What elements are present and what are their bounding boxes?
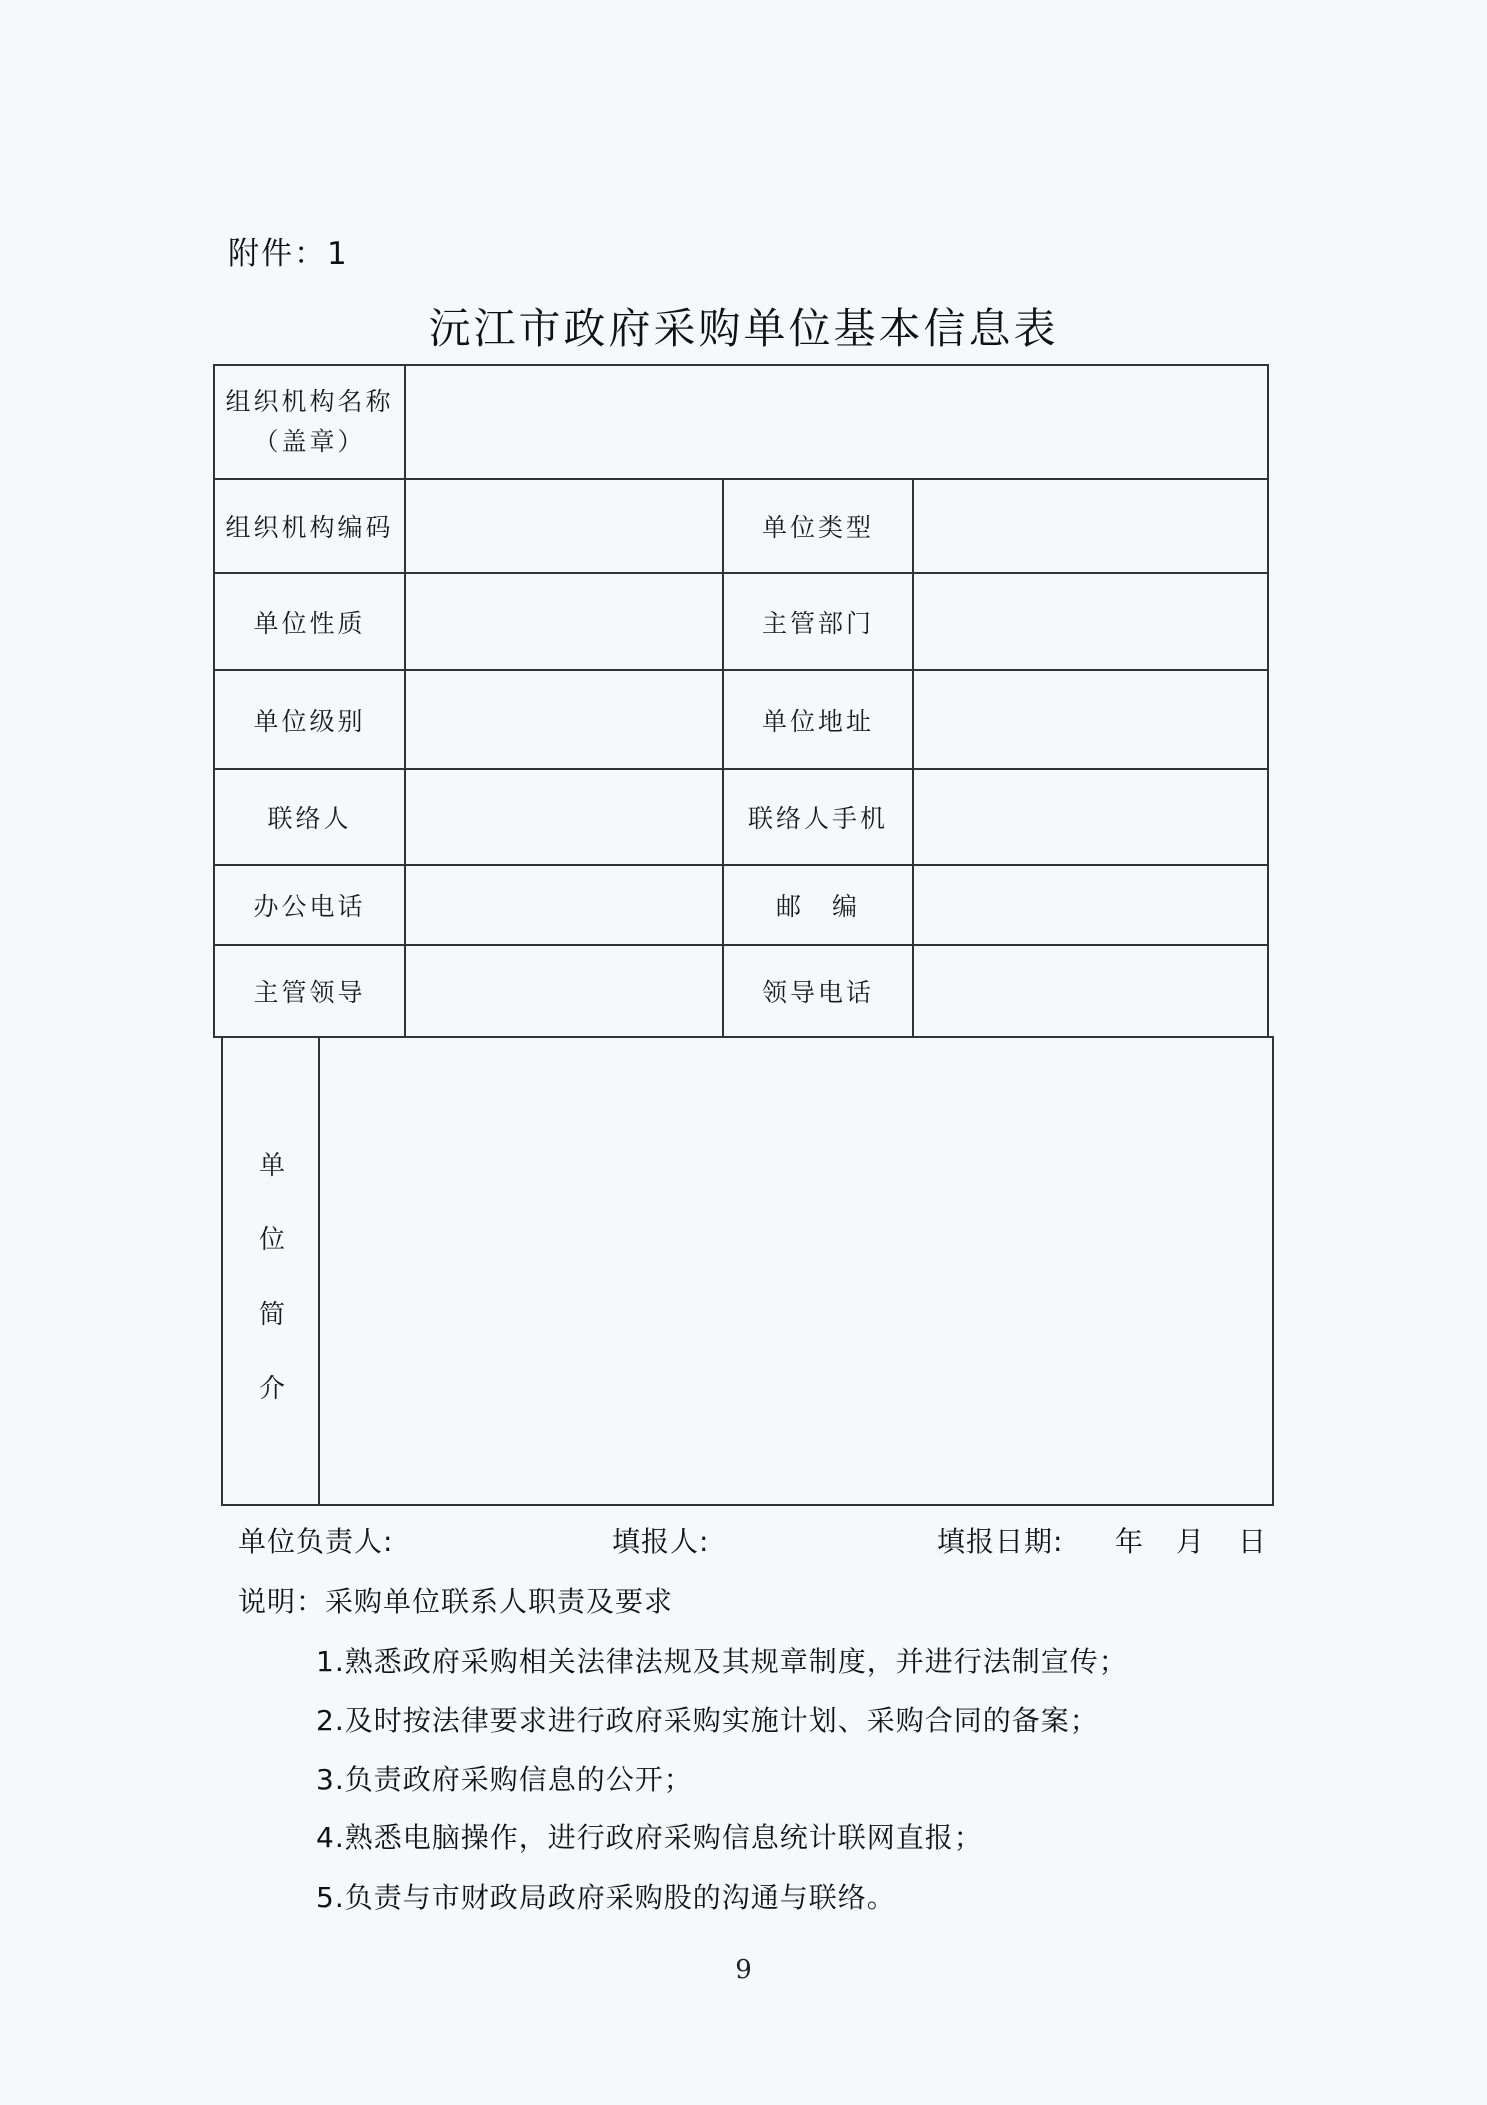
intro-char: 简 [258, 1299, 285, 1330]
org-code-field[interactable] [406, 480, 722, 572]
intro-char: 位 [258, 1225, 285, 1256]
note-item: 2.及时按法律要求进行政府采购实施计划、采购合同的备案； [316, 1704, 1099, 1737]
page-number: 9 [735, 1955, 752, 1985]
postcode-label: 邮 编 [775, 892, 860, 921]
contact-mobile-label: 联络人手机 [747, 804, 888, 833]
date-day: 日 [1238, 1525, 1268, 1558]
org-name-label [215, 366, 404, 478]
page-title: 沅江市政府采购单位基本信息表 [428, 304, 1059, 353]
supervising-dept-field[interactable] [914, 574, 1267, 669]
postcode-field[interactable] [914, 866, 1267, 944]
leader-phone-field[interactable] [914, 946, 1267, 1036]
org-name-label-line1: 组织机构名称 [225, 387, 394, 416]
notes-title: 说明：采购单位联系人职责及要求 [238, 1585, 674, 1618]
note-item: 3.负责政府采购信息的公开； [316, 1763, 693, 1796]
leader-field[interactable] [406, 946, 722, 1036]
unit-intro-label [222, 1145, 322, 1405]
unit-type-label: 单位类型 [761, 513, 874, 542]
filler-label: 填报人: [612, 1525, 710, 1558]
org-name-field[interactable] [406, 366, 1267, 478]
contact-mobile-field[interactable] [914, 770, 1267, 864]
unit-level-field[interactable] [406, 671, 722, 768]
unit-type-field[interactable] [914, 480, 1267, 572]
org-name-label-line2: （盖章） [253, 427, 366, 456]
office-phone-field[interactable] [406, 866, 722, 944]
date-month: 月 [1176, 1525, 1206, 1558]
contact-person-field[interactable] [406, 770, 722, 864]
intro-char: 单 [258, 1151, 285, 1181]
supervising-dept-label: 主管部门 [761, 608, 874, 638]
unit-level-label: 单位级别 [253, 706, 366, 736]
contact-person-label: 联络人 [267, 804, 352, 833]
unit-intro-field[interactable] [320, 1038, 1272, 1504]
note-item: 4.熟悉电脑操作，进行政府采购信息统计联网直报； [316, 1821, 983, 1854]
attachment-label: 附件：1 [228, 236, 349, 272]
intro-char: 介 [258, 1373, 285, 1404]
responsible-label: 单位负责人: [238, 1525, 394, 1558]
office-phone-label: 办公电话 [253, 892, 366, 921]
date-year: 年 [1115, 1525, 1145, 1558]
leader-phone-label: 领导电话 [761, 978, 874, 1007]
unit-nature-field[interactable] [406, 574, 722, 669]
org-code-label: 组织机构编码 [225, 513, 394, 542]
unit-nature-label: 单位性质 [253, 608, 366, 638]
note-item: 1.熟悉政府采购相关法律法规及其规章制度，并进行法制宣传； [316, 1645, 1128, 1678]
note-item: 5.负责与市财政局政府采购股的沟通与联络。 [316, 1881, 896, 1914]
unit-address-field[interactable] [914, 671, 1267, 768]
leader-label: 主管领导 [253, 978, 366, 1007]
date-label: 填报日期: [937, 1525, 1064, 1558]
unit-address-label: 单位地址 [761, 706, 874, 736]
